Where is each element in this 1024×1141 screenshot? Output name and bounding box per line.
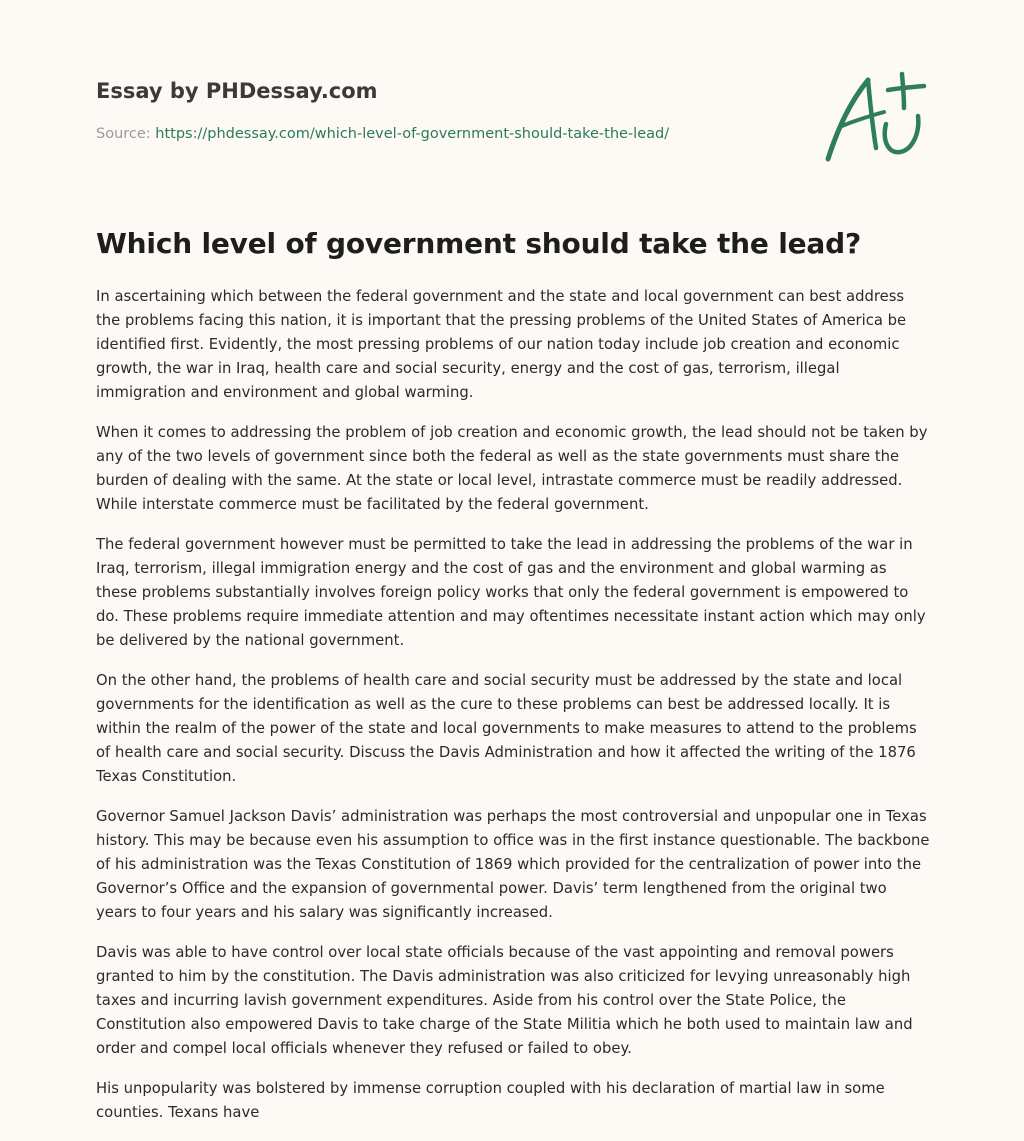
essay-paragraph: Governor Samuel Jackson Davis’ administration was perhaps the most controversial and unpopular one in Texas history. This may be because even his assumption to office was in the first instance questionable. The backbone of his administration was the Texas Constitution of 1869 which provided for the centralization of power into the Governor’s Office and the expansion of governmental power. Davis’ term lengthened from the original two years to four years and his salary was significantly increased. (96, 808, 930, 921)
essay-paragraph: His unpopularity was bolstered by immense corruption coupled with his declaration of martial law in some counties. Texans have (96, 1080, 885, 1121)
essay-paragraph: In ascertaining which between the federal government and the state and local government can best address the problems facing this nation, it is important that the pressing problems of the United States of America be identified first. Evidently, the most pressing problems of our nation today include job creation and economic growth, the war in Iraq, health care and social security, energy and the cost of gas, terrorism, illegal immigration and environment and global warming. (96, 288, 907, 401)
a-plus-grade-icon (820, 68, 928, 164)
page-header (96, 78, 796, 142)
essay-title: Which level of government should take the lead? (96, 227, 862, 260)
essay-paragraph: On the other hand, the problems of health care and social security must be addressed by the state and local governments for the identification as well as the cure to these problems can best be addressed locally. It is within the realm of the power of the state and local governments to make measures to attend to the problems of health care and social security. Discuss the Davis Administration and how it affected the writing of the 1876 Texas Constitution. (96, 672, 917, 785)
essay-paragraph: When it comes to addressing the problem of job creation and economic growth, the lead should not be taken by any of the two levels of government since both the federal as well as the state governments must share the burden of dealing with the same. At the state or local level, intrastate commerce must be readily addressed. While interstate commerce must be facilitated by the federal government. (96, 424, 928, 513)
essay-paragraph: The federal government however must be permitted to take the lead in addressing the problems of the war in Iraq, terrorism, illegal immigration energy and the cost of gas and the environment and global warming as these problems substantially involves foreign policy works that only the federal government is empowered to do. These problems require immediate attention and may oftentimes necessitate instant action which may only be delivered by the national government. (96, 536, 926, 649)
essay-paragraph: Davis was able to have control over local state officials because of the vast appointing and removal powers granted to him by the constitution. The Davis administration was also criticized for levying unreasonably high taxes and incurring lavish government expenditures. Aside from his control over the State Police, the Constitution also empowered Davis to take charge of the State Militia which he both used to maintain law and order and compel local officials whenever they refused or failed to obey. (96, 944, 913, 1057)
essay-body (96, 285, 932, 1141)
a-plus-logo-svg (820, 68, 928, 164)
source-label: Source: (96, 126, 151, 142)
source-link[interactable]: https://phdessay.com/which-level-of-government-should-take-the-lead/ (155, 126, 670, 142)
source-line (96, 124, 669, 144)
brand-name: Essay by PHDessay.com (96, 79, 378, 103)
